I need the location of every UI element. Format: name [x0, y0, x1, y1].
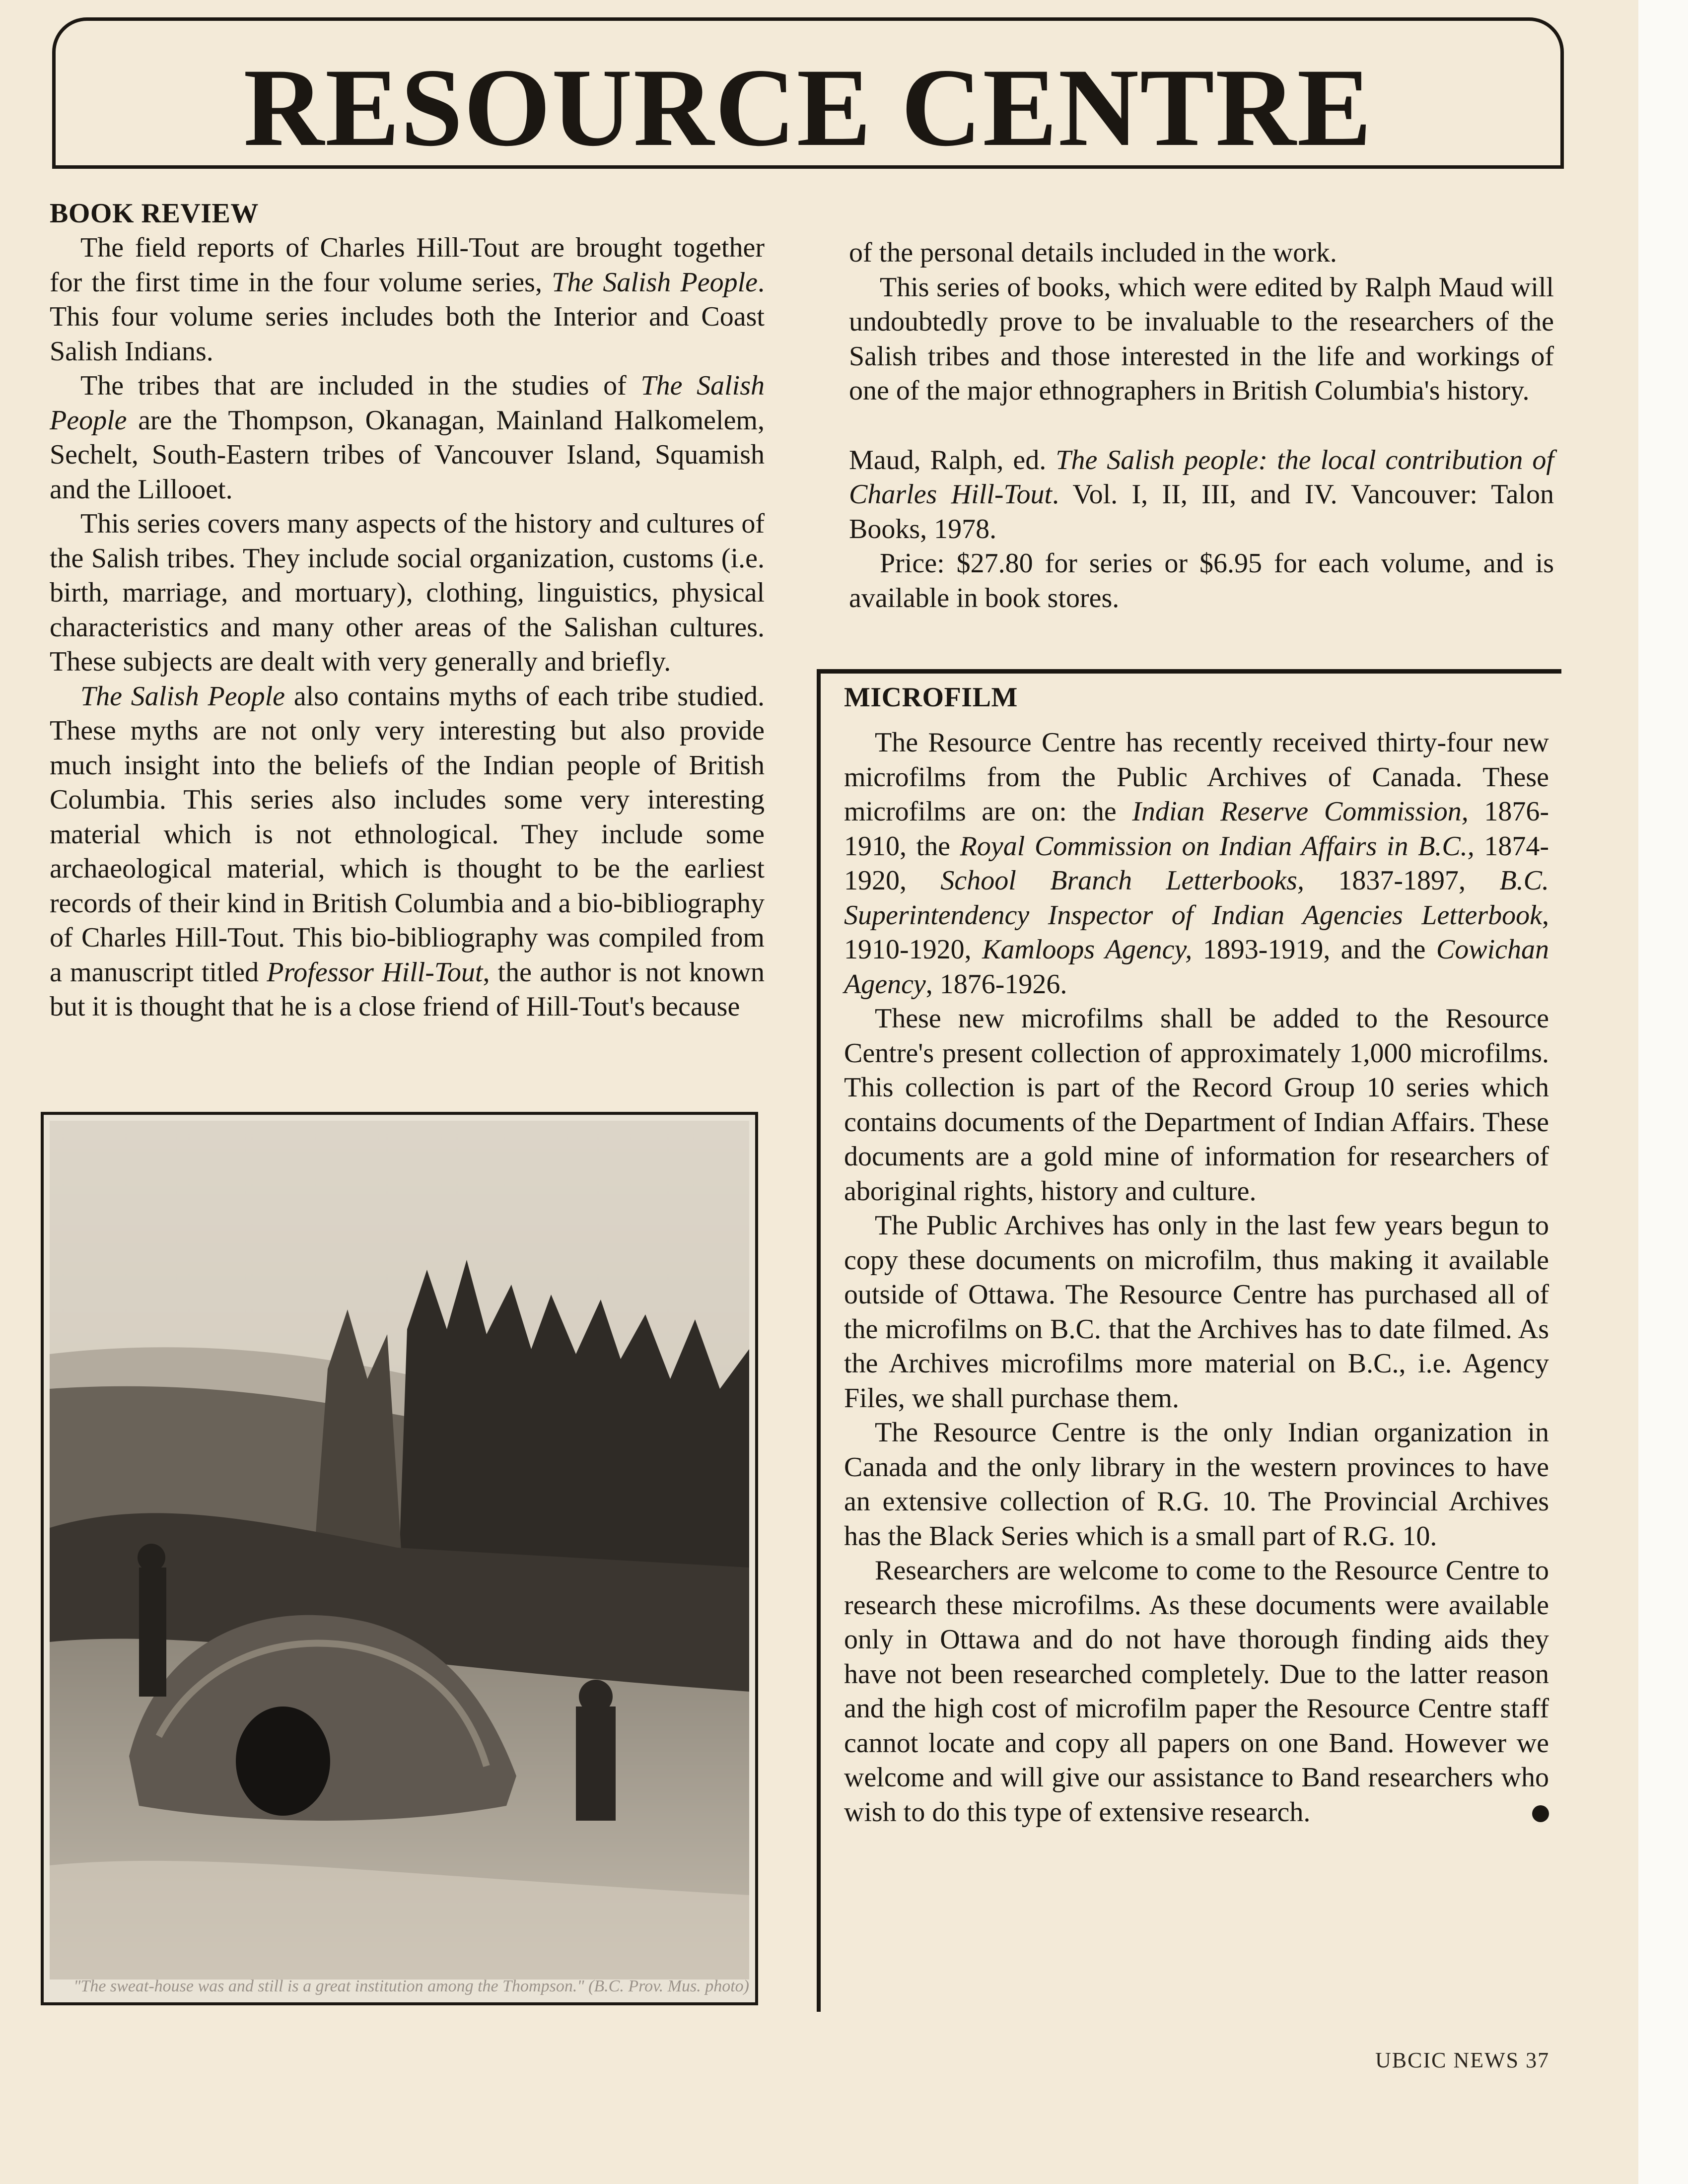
microfilm-paragraph-1	[844, 726, 1549, 1002]
record-title: B.C. Superintendency Inspector of Indian Agencies Letterbook	[844, 865, 1549, 931]
book-review-paragraph-1	[50, 231, 765, 369]
text-run: . Vol. I, II, III, and IV. Vancouver: Talon Books, 1978.	[849, 479, 1554, 545]
record-title: Kamloops Agency,	[982, 934, 1193, 965]
text-run: The tribes that are included in the studies of	[80, 370, 641, 401]
text-run: . This four volume series includes both the Interior and Coast Salish Indians.	[50, 267, 765, 367]
record-title: Indian Reserve Commission,	[1132, 796, 1469, 827]
book-citation	[849, 443, 1554, 547]
microfilm-column	[844, 680, 1549, 1830]
record-title: Royal Commission on Indian Affairs in B.C.,	[960, 830, 1475, 862]
microfilm-heading: MICROFILM	[844, 682, 1018, 713]
book-review-paragraph-3: This series covers many aspects of the history and cultures of the Salish tribes. They include social organization, customs (i.e. birth, marriage, and mortuary), clothing, linguistics, physical characteristics and many other areas of the Salishan cultures. These subjects are dealt with very generally and briefly.	[50, 508, 765, 677]
microfilm-paragraph-4: The Resource Centre is the only Indian organization in Canada and the only library in the western provinces to have an extensive collection of R.G. 10. The Provincial Archives has the Black Series which is a small part of R.G. 10.	[844, 1417, 1549, 1552]
text-run: are the Thompson, Okanagan, Mainland Halkomelem, Sechelt, South-Eastern tribes of Vancouver Island, Squamish and the Lillooet.	[50, 405, 765, 505]
text-run: 1876-1910, the	[844, 796, 1549, 862]
divider-rule	[817, 669, 821, 2012]
masthead-box	[52, 17, 1564, 169]
scan-margin	[1638, 0, 1688, 2184]
record-title: School Branch Letterbooks,	[940, 865, 1304, 896]
page-title: RESOURCE CENTRE	[243, 45, 1373, 169]
text-run: Researchers are welcome to come to the Resource Centre to research these microfilms. As these documents were available only in Ottawa and do not have thorough finding aids they have not been researched completely. Due to the latter reason and the high cost of microfilm paper the Resource Centre staff cannot locate and copy all papers on one Band. However we welcome and will give our assistance to Band researchers who wish to do this type of extensive research.	[844, 1555, 1549, 1828]
book-review-column	[50, 196, 765, 1024]
photo-caption: "The sweat-house was and still is a great institution among the Thompson." (B.C. Prov. Mus. photo)	[73, 1977, 749, 1995]
text-run: 1893-1919, and the	[1192, 934, 1436, 965]
end-bullet-icon	[1532, 1805, 1549, 1822]
record-title: Cowichan Agency	[844, 934, 1549, 1000]
microfilm-paragraph-3: The Public Archives has only in the last few years begun to copy these documents on microfilm, thus making it available outside of Ottawa. The Resource Centre has purchased all of the microfilms on B.C. that the Archives has to date filmed. As the Archives microfilms more material on B.C., i.e. Agency Files, we shall purchase them.	[844, 1210, 1549, 1414]
text-run: The Resource Centre has recently received thirty-four new microfilms from the Public Archives of Canada. These microfilms are on: the	[844, 727, 1549, 827]
text-run: 1874-1920,	[844, 830, 1549, 896]
book-review-heading: BOOK REVIEW	[50, 198, 259, 229]
text-run: , 1910-1920,	[844, 899, 1549, 965]
text-run: Maud, Ralph, ed.	[849, 444, 1056, 476]
text-run: also contains myths of each tribe studied. These myths are not only very interesting but also provide much insight into the beliefs of the Indian people of British Columbia. This series also includes some very interesting material which is not ethnological. They include some archaeological material, which is thought to be the earliest records of their kind in British Columbia and a bio-bibliography of Charles Hill-Tout. This bio-bibliography was compiled from a manuscript titled	[50, 681, 765, 988]
book-price: Price: $27.80 for series or $6.95 for each volume, and is available in book stores.	[849, 548, 1554, 614]
text-run: , the author is not known but it is thought that he is a close friend of Hill-Tout's because	[50, 956, 765, 1022]
microfilm-paragraph-2: These new microfilms shall be added to the Resource Centre's present collection of approximately 1,000 microfilms. This collection is part of the Record Group 10 series which contains documents of the Department of Indian Affairs. These documents are a gold mine of information for researchers of aboriginal rights, history and culture.	[844, 1003, 1549, 1207]
microfilm-paragraph-5	[844, 1554, 1549, 1830]
book-review-paragraph-4	[50, 680, 765, 1024]
divider-rule	[817, 669, 1561, 674]
text-run: 1837-1897,	[1304, 865, 1500, 896]
text-run: , 1876-1926.	[925, 968, 1067, 1000]
book-title: The Salish People	[552, 267, 758, 298]
book-review-continued-column	[849, 236, 1554, 615]
book-review-paragraph-6: This series of books, which were edited by Ralph Maud will undoubtedly prove to be invaluable to the researchers of the Salish tribes and those interested in the life and workings of one of the major ethnographers in British Columbia's history.	[849, 272, 1554, 406]
book-review-paragraph-5: of the personal details included in the work.	[849, 237, 1337, 268]
page-footer: UBCIC NEWS 37	[1375, 2048, 1550, 2072]
citation-title: The Salish people: the local contribution of Charles Hill-Tout	[849, 444, 1554, 510]
book-title: The Salish People	[80, 681, 285, 712]
sweat-house-photo	[50, 1121, 749, 1979]
photo-frame	[41, 1112, 758, 2005]
book-title: The Salish People	[50, 370, 765, 436]
text-run: The field reports of Charles Hill-Tout are brought together for the first time in the four volume series,	[50, 232, 765, 298]
manuscript-title: Professor Hill-Tout	[267, 956, 483, 988]
book-review-paragraph-2	[50, 369, 765, 507]
